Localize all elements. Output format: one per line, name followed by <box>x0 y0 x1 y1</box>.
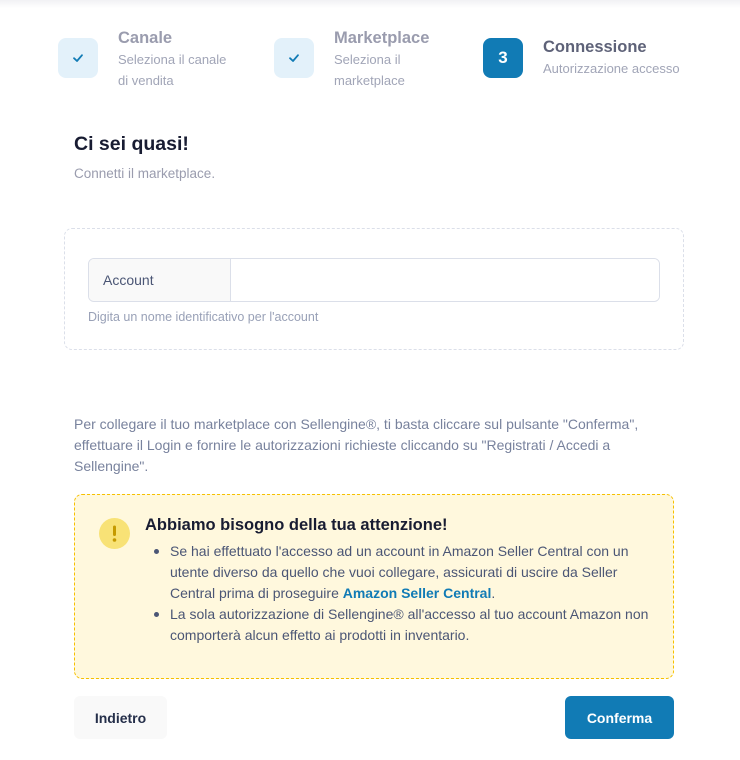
step-title: Connessione <box>543 38 647 56</box>
top-shadow <box>0 0 740 8</box>
attention-notice <box>74 494 674 679</box>
notice-item-text: Se hai effettuato l'accesso ad un account in Amazon Seller Central con un utente diverso da quello che vuoi collegare, assicurati di uscire da Seller Central prima di proseguire <box>170 543 629 601</box>
notice-item-end: . <box>491 585 496 601</box>
notice-item: La sola autorizzazione di Sellengine® all'accesso al tuo account Amazon non comporterà alcun effetto ai prodotti in inventario. <box>145 604 665 646</box>
account-input-group <box>88 258 660 302</box>
step-1-indicator <box>58 38 98 78</box>
info-paragraph: Per collegare il tuo marketplace con Sellengine®, ti basta cliccare sul pulsante "Conferma", effettuare il Login e fornire le autorizzazioni richieste cliccando su "Registrati / Accedi a Sellengine". <box>74 416 639 474</box>
step-title: Marketplace <box>334 29 430 47</box>
check-icon <box>287 51 301 65</box>
step-connessione <box>483 38 680 79</box>
step-description: Autorizzazione accesso <box>543 61 680 76</box>
check-icon <box>71 51 85 65</box>
account-label: Account <box>89 259 231 301</box>
confirm-button[interactable]: Conferma <box>565 696 674 739</box>
account-section <box>64 228 684 350</box>
exclamation-circle-icon <box>99 518 130 549</box>
page-subtitle: Connetti il marketplace. <box>74 166 216 181</box>
notice-title: Abbiamo bisogno della tua attenzione! <box>145 516 448 534</box>
step-marketplace <box>274 29 430 91</box>
step-title: Canale <box>118 29 173 47</box>
step-description: Seleziona il marketplace <box>334 52 405 88</box>
account-help-text: Digita un nome identificativo per l'account <box>88 310 319 324</box>
account-input[interactable] <box>231 259 659 301</box>
back-button[interactable]: Indietro <box>74 696 167 739</box>
notice-list <box>145 541 665 646</box>
notice-item <box>145 541 665 604</box>
page-title: Ci sei quasi! <box>74 133 189 155</box>
step-canale <box>58 29 238 91</box>
amazon-seller-central-link[interactable]: Amazon Seller Central <box>342 585 492 601</box>
step-2-indicator <box>274 38 314 78</box>
step-3-indicator: 3 <box>483 38 523 78</box>
step-description: Seleziona il canale di vendita <box>118 52 227 88</box>
